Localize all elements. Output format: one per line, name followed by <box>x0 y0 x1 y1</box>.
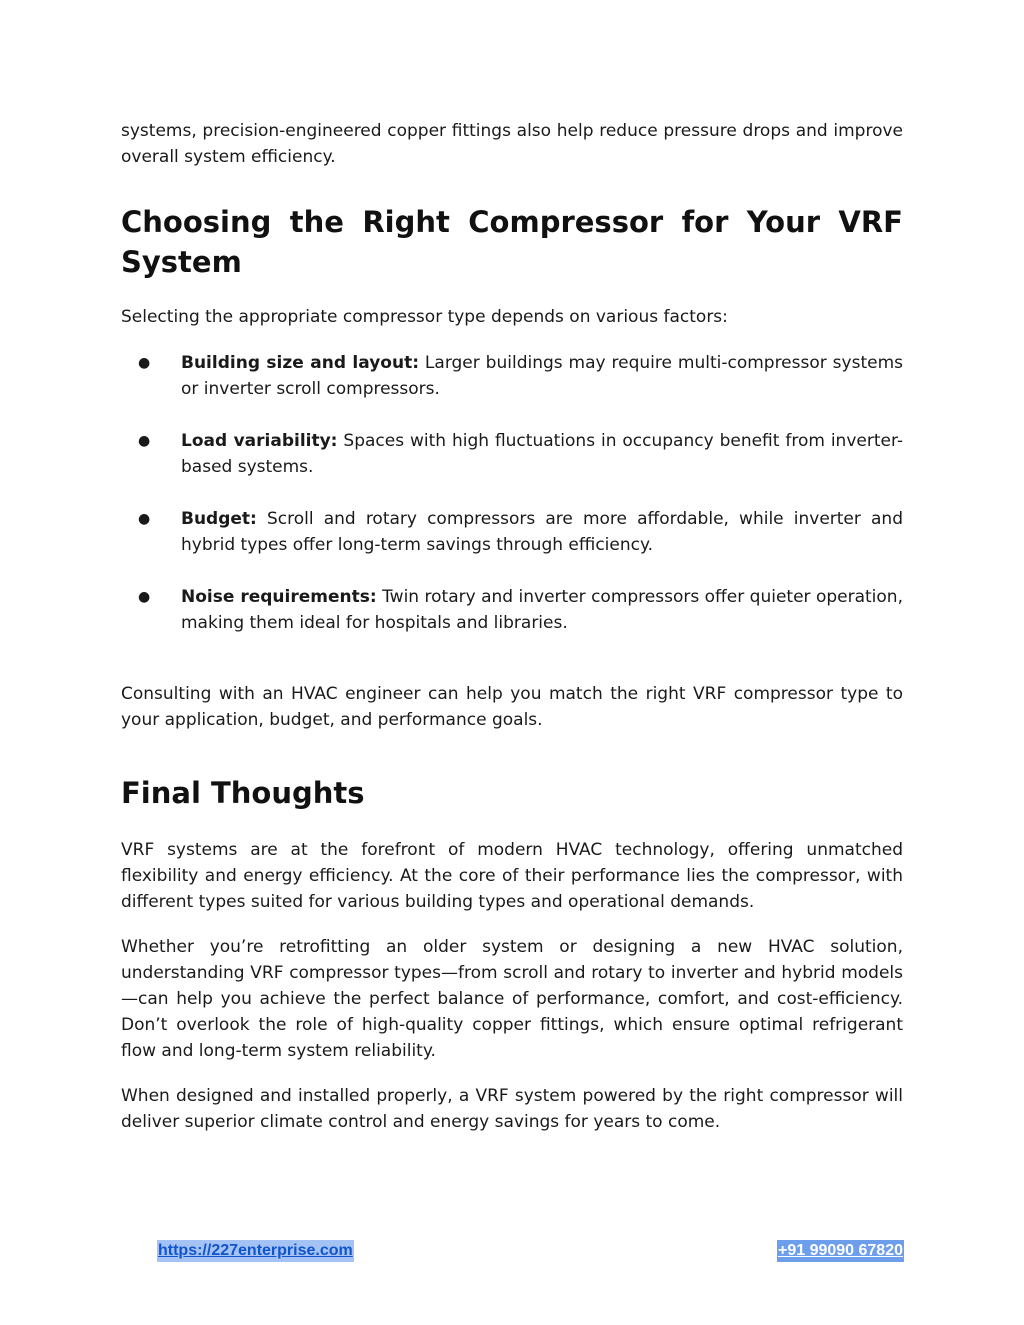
factor-text: Twin rotary and inverter compressors offer quieter operation, making them ideal for hospitals and libraries. <box>181 587 903 633</box>
document-page <box>121 118 903 1135</box>
factor-label: Building size and layout: <box>181 353 419 373</box>
list-item <box>121 428 903 480</box>
factors-list <box>121 350 903 636</box>
factor-label: Budget: <box>181 509 257 529</box>
factor-text: Spaces with high fluctuations in occupancy benefit from inverter-based systems. <box>181 431 903 477</box>
bullet-icon: ● <box>138 433 151 449</box>
compressor-closing-paragraph: Consulting with an HVAC engineer can help you match the right VRF compressor type to your application, budget, and performance goals. <box>121 684 903 730</box>
final-paragraph: Whether you’re retrofitting an older system or designing a new HVAC solution, understanding VRF compressor types—from scroll and rotary to inverter and hybrid models—can help you achieve the perfect balance of performance, comfort, and cost-efficiency. Don’t overlook the role of high-quality copper fittings, which ensure optimal refrigerant flow and long-term system reliability. <box>121 937 903 1061</box>
section-heading-compressor: Choosing the Right Compressor for Your VRF System <box>121 205 903 279</box>
factor-text: Larger buildings may require multi-compressor systems or inverter scroll compressors. <box>181 353 903 399</box>
list-item <box>121 350 903 402</box>
factor-text: Scroll and rotary compressors are more affordable, while inverter and hybrid types offer long-term savings through efficiency. <box>181 509 903 555</box>
list-item <box>121 506 903 558</box>
bullet-icon: ● <box>138 511 151 527</box>
final-paragraph: When designed and installed properly, a VRF system powered by the right compressor will deliver superior climate control and energy savings for years to come. <box>121 1086 903 1132</box>
factor-label: Load variability: <box>181 431 338 451</box>
phone-link[interactable]: +91 99090 67820 <box>777 1240 904 1262</box>
section-heading-final-thoughts: Final Thoughts <box>121 776 365 810</box>
list-item <box>121 584 903 636</box>
final-paragraph: VRF systems are at the forefront of modern HVAC technology, offering unmatched flexibility and energy efficiency. At the core of their performance lies the compressor, with different types suited for various building types and operational demands. <box>121 840 903 912</box>
factor-label: Noise requirements: <box>181 587 377 607</box>
bullet-icon: ● <box>138 355 151 371</box>
page-footer <box>157 1240 904 1262</box>
compressor-intro-paragraph: Selecting the appropriate compressor type depends on various factors: <box>121 307 728 327</box>
website-link[interactable]: https://227enterprise.com <box>157 1240 354 1262</box>
intro-paragraph: systems, precision-engineered copper fittings also help reduce pressure drops and improve overall system efficiency. <box>121 121 903 167</box>
bullet-icon: ● <box>138 589 151 605</box>
